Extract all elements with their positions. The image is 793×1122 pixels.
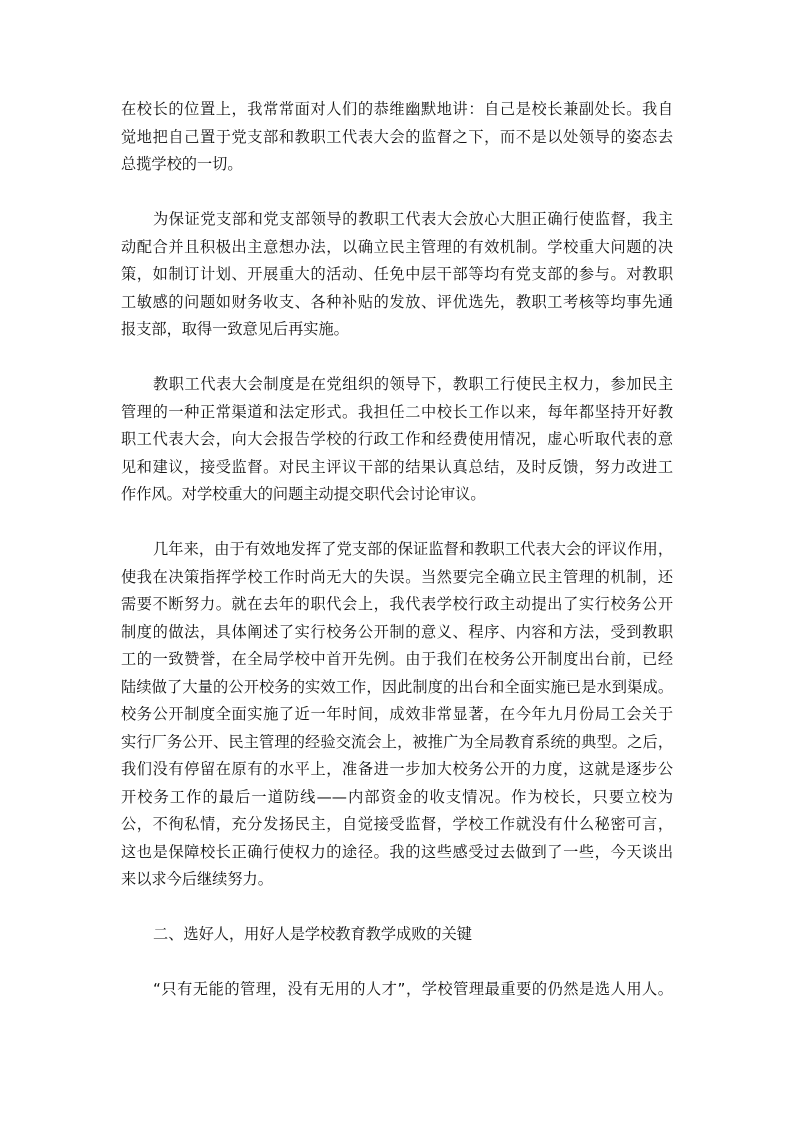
text-line: 来以求今后继续努力。 [121, 870, 273, 888]
document-body [121, 96, 673, 1031]
paragraph-staff-congress [121, 371, 673, 509]
text-line: 使我在决策指挥学校工作时尚无大的失误。当然要完全确立民主管理的机制，还 [121, 567, 673, 586]
text-line: 校务公开制度全面实施了近一年时间，成效非常显著，在今年九月份局工会关于 [121, 705, 673, 723]
text-line: 几年来，由于有效地发挥了党支部的保证监督和教职工代表大会的评议作用， [153, 540, 673, 558]
paragraph-school-affairs-openness [121, 536, 673, 894]
text-line: 管理的一种正常渠道和法定形式。我担任二中校长工作以来，每年都坚持开好教 [121, 402, 673, 421]
text-line: 陆续做了大量的公开校务的实效工作，因此制度的出台和全面实施已是水到渠成。 [121, 677, 673, 696]
text-line: 总揽学校的一切。 [121, 155, 243, 173]
section-heading [121, 921, 673, 949]
text-line: 工敏感的问题如财务收支、各种补贴的发放、评优选先，教职工考核等均事先通 [121, 292, 673, 311]
text-line: 工的一致赞誉，在全局学校中首开先例。由于我们在校务公开制度出台前，已经 [121, 650, 673, 668]
text-line: 报支部，取得一致意见后再实施。 [121, 320, 349, 338]
text-line: 见和建议，接受监督。对民主评议干部的结果认真总结，及时反馈，努力改进工 [121, 457, 673, 476]
text-line: 这也是保障校长正确行使权力的途径。我的这些感受过去做到了一些，今天谈出 [121, 842, 673, 861]
text-line: “只有无能的管理，没有无用的人才”，学校管理最重要的仍然是选人用人。 [153, 980, 673, 998]
heading-text: 二、选好人，用好人是学校教育教学成败的关键 [153, 925, 472, 943]
text-line: 制度的做法，具体阐述了实行校务公开制的意义、程序、内容和方法，受到教职 [121, 622, 673, 641]
text-line: 我们没有停留在原有的水平上，准备进一步加大校务公开的力度，这就是逐步公 [121, 760, 673, 778]
text-line: 作作风。对学校重大的问题主动提交职代会讨论审议。 [121, 485, 486, 503]
text-line: 在校长的位置上，我常常面对人们的恭维幽默地讲：自己是校长兼副处长。我自 [121, 100, 673, 118]
paragraph-party-branch-supervision [121, 206, 673, 344]
text-line: 职工代表大会，向大会报告学校的行政工作和经费使用情况，虚心听取代表的意 [121, 430, 673, 448]
paragraph-self-supervision [121, 96, 673, 179]
text-line: 公，不徇私情，充分发扬民主，自觉接受监督，学校工作就没有什么秘密可言， [121, 815, 673, 833]
text-line: 教职工代表大会制度是在党组织的领导下，教职工行使民主权力，参加民主 [153, 375, 673, 393]
text-line: 为保证党支部和党支部领导的教职工代表大会放心大胆正确行使监督，我主 [153, 210, 673, 228]
text-line: 实行厂务公开、民主管理的经验交流会上，被推广为全局教育系统的典型。之后， [121, 732, 673, 751]
text-line: 动配合并且积极出主意想办法，以确立民主管理的有效机制。学校重大问题的决 [121, 237, 673, 256]
text-line: 觉地把自己置于党支部和教职工代表大会的监督之下，而不是以处领导的姿态去 [121, 127, 673, 146]
text-line: 策，如制订计划、开展重大的活动、任免中层干部等均有党支部的参与。对教职 [121, 265, 673, 283]
text-line: 开校务工作的最后一道防线——内部资金的收支情况。作为校长，只要立校为 [121, 787, 673, 806]
text-line: 需要不断努力。就在去年的职代会上，我代表学校行政主动提出了实行校务公开 [121, 595, 673, 613]
paragraph-talent-selection [121, 976, 673, 1004]
